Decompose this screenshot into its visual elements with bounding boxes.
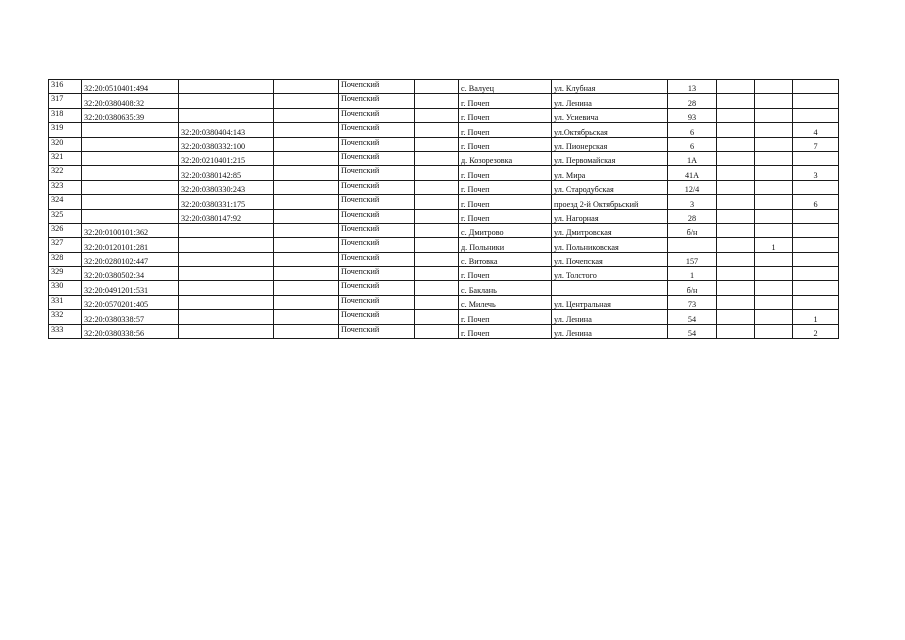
cadastral-number-cell — [82, 137, 179, 151]
building-cell — [755, 223, 793, 237]
house-number-cell: 28 — [668, 209, 717, 223]
district-cell: Почепский — [339, 324, 415, 338]
street-cell: проезд 2-й Октябрьский — [552, 195, 668, 209]
building-cell — [755, 267, 793, 281]
building-cell — [755, 123, 793, 137]
street-cell: ул. Нагорная — [552, 209, 668, 223]
row-number: 329 — [49, 267, 82, 281]
house-number-cell: б/н — [668, 281, 717, 295]
row-number: 319 — [49, 123, 82, 137]
building-cell — [755, 94, 793, 108]
street-cell: ул. Пионерская — [552, 137, 668, 151]
house-number-cell: б/н — [668, 223, 717, 237]
house-number-cell: 41А — [668, 166, 717, 180]
row-number: 330 — [49, 281, 82, 295]
row-number: 323 — [49, 180, 82, 194]
district-cell: Почепский — [339, 267, 415, 281]
table-row — [49, 252, 839, 266]
cadastral-number-cell: 32:20:0570201:405 — [82, 295, 179, 309]
empty-cell — [274, 166, 339, 180]
district-cell: Почепский — [339, 94, 415, 108]
empty-cell — [274, 310, 339, 324]
empty-cell — [274, 137, 339, 151]
street-cell: ул. Усиевича — [552, 108, 668, 122]
empty-cell — [717, 180, 755, 194]
settlement-cell: г. Почеп — [459, 123, 552, 137]
registry-table-body — [49, 80, 839, 339]
apartment-cell: 6 — [793, 195, 839, 209]
street-cell: ул. Ленина — [552, 310, 668, 324]
table-row — [49, 166, 839, 180]
street-cell: ул. Клубная — [552, 80, 668, 94]
apartment-cell — [793, 209, 839, 223]
cadastral-number-cell — [82, 151, 179, 165]
district-cell: Почепский — [339, 310, 415, 324]
street-cell: ул. Мира — [552, 166, 668, 180]
empty-cell — [274, 295, 339, 309]
empty-cell — [717, 238, 755, 252]
apartment-cell: 3 — [793, 166, 839, 180]
cadastral-number-alt-cell — [179, 267, 274, 281]
empty-cell — [274, 108, 339, 122]
empty-cell — [415, 137, 459, 151]
row-number: 316 — [49, 80, 82, 94]
empty-cell — [274, 281, 339, 295]
street-cell: ул. Дмитровская — [552, 223, 668, 237]
empty-cell — [274, 123, 339, 137]
apartment-cell — [793, 252, 839, 266]
table-row — [49, 310, 839, 324]
street-cell — [552, 281, 668, 295]
empty-cell — [717, 108, 755, 122]
empty-cell — [415, 94, 459, 108]
empty-cell — [415, 108, 459, 122]
empty-cell — [274, 324, 339, 338]
empty-cell — [415, 281, 459, 295]
apartment-cell — [793, 94, 839, 108]
building-cell — [755, 209, 793, 223]
empty-cell — [415, 209, 459, 223]
empty-cell — [274, 209, 339, 223]
house-number-cell: 28 — [668, 94, 717, 108]
cadastral-number-cell: 32:20:0491201:531 — [82, 281, 179, 295]
settlement-cell: с. Валуец — [459, 80, 552, 94]
registry-table — [48, 79, 839, 339]
cadastral-number-alt-cell — [179, 80, 274, 94]
house-number-cell: 54 — [668, 310, 717, 324]
street-cell: ул.Октябрьская — [552, 123, 668, 137]
empty-cell — [415, 166, 459, 180]
empty-cell — [717, 295, 755, 309]
settlement-cell: с. Витовка — [459, 252, 552, 266]
table-row — [49, 324, 839, 338]
row-number: 320 — [49, 137, 82, 151]
empty-cell — [717, 137, 755, 151]
empty-cell — [717, 80, 755, 94]
cadastral-number-cell — [82, 180, 179, 194]
house-number-cell: 1А — [668, 151, 717, 165]
table-row — [49, 137, 839, 151]
table-row — [49, 295, 839, 309]
empty-cell — [415, 80, 459, 94]
building-cell: 1 — [755, 238, 793, 252]
table-row — [49, 267, 839, 281]
building-cell — [755, 180, 793, 194]
table-row — [49, 123, 839, 137]
empty-cell — [717, 123, 755, 137]
apartment-cell: 1 — [793, 310, 839, 324]
building-cell — [755, 281, 793, 295]
row-number: 332 — [49, 310, 82, 324]
district-cell: Почепский — [339, 108, 415, 122]
empty-cell — [274, 252, 339, 266]
district-cell: Почепский — [339, 295, 415, 309]
apartment-cell — [793, 108, 839, 122]
apartment-cell — [793, 281, 839, 295]
empty-cell — [717, 151, 755, 165]
house-number-cell: 157 — [668, 252, 717, 266]
street-cell: ул. Стародубская — [552, 180, 668, 194]
district-cell: Почепский — [339, 281, 415, 295]
empty-cell — [415, 180, 459, 194]
cadastral-number-cell: 32:20:0380338:57 — [82, 310, 179, 324]
apartment-cell — [793, 295, 839, 309]
house-number-cell: 3 — [668, 195, 717, 209]
building-cell — [755, 324, 793, 338]
cadastral-number-cell — [82, 195, 179, 209]
cadastral-number-cell: 32:20:0510401:494 — [82, 80, 179, 94]
district-cell: Почепский — [339, 209, 415, 223]
empty-cell — [415, 252, 459, 266]
house-number-cell: 93 — [668, 108, 717, 122]
empty-cell — [274, 267, 339, 281]
street-cell: ул. Центральная — [552, 295, 668, 309]
apartment-cell — [793, 223, 839, 237]
district-cell: Почепский — [339, 151, 415, 165]
cadastral-number-cell: 32:20:0380338:56 — [82, 324, 179, 338]
street-cell: ул. Толстого — [552, 267, 668, 281]
settlement-cell: г. Почеп — [459, 267, 552, 281]
empty-cell — [415, 223, 459, 237]
district-cell: Почепский — [339, 80, 415, 94]
apartment-cell — [793, 151, 839, 165]
empty-cell — [717, 310, 755, 324]
empty-cell — [717, 195, 755, 209]
cadastral-number-cell — [82, 209, 179, 223]
building-cell — [755, 80, 793, 94]
row-number: 331 — [49, 295, 82, 309]
empty-cell — [717, 267, 755, 281]
empty-cell — [717, 281, 755, 295]
empty-cell — [274, 195, 339, 209]
building-cell — [755, 252, 793, 266]
settlement-cell: г. Почеп — [459, 166, 552, 180]
settlement-cell: г. Почеп — [459, 180, 552, 194]
row-number: 326 — [49, 223, 82, 237]
empty-cell — [415, 324, 459, 338]
building-cell — [755, 195, 793, 209]
empty-cell — [415, 195, 459, 209]
table-row — [49, 195, 839, 209]
building-cell — [755, 108, 793, 122]
street-cell: ул. Ленина — [552, 94, 668, 108]
house-number-cell: 12/4 — [668, 180, 717, 194]
empty-cell — [415, 310, 459, 324]
district-cell: Почепский — [339, 252, 415, 266]
empty-cell — [415, 238, 459, 252]
empty-cell — [717, 166, 755, 180]
empty-cell — [717, 223, 755, 237]
settlement-cell: г. Почеп — [459, 94, 552, 108]
cadastral-number-cell: 32:20:0120101:281 — [82, 238, 179, 252]
empty-cell — [415, 295, 459, 309]
cadastral-number-cell: 32:20:0380635:39 — [82, 108, 179, 122]
street-cell: ул. Первомайская — [552, 151, 668, 165]
cadastral-number-alt-cell: 32:20:0380142:85 — [179, 166, 274, 180]
district-cell: Почепский — [339, 195, 415, 209]
house-number-cell: 6 — [668, 123, 717, 137]
apartment-cell: 7 — [793, 137, 839, 151]
table-row — [49, 223, 839, 237]
row-number: 321 — [49, 151, 82, 165]
row-number: 333 — [49, 324, 82, 338]
table-row — [49, 238, 839, 252]
table-row — [49, 80, 839, 94]
empty-cell — [415, 267, 459, 281]
cadastral-number-alt-cell: 32:20:0380332:100 — [179, 137, 274, 151]
table-row — [49, 151, 839, 165]
house-number-cell: 13 — [668, 80, 717, 94]
settlement-cell: г. Почеп — [459, 108, 552, 122]
cadastral-number-alt-cell — [179, 252, 274, 266]
street-cell: ул. Польниковская — [552, 238, 668, 252]
row-number: 328 — [49, 252, 82, 266]
empty-cell — [717, 324, 755, 338]
row-number: 324 — [49, 195, 82, 209]
row-number: 327 — [49, 238, 82, 252]
cadastral-number-alt-cell: 32:20:0380147:92 — [179, 209, 274, 223]
building-cell — [755, 310, 793, 324]
building-cell — [755, 166, 793, 180]
settlement-cell: с. Милечь — [459, 295, 552, 309]
cadastral-number-alt-cell — [179, 238, 274, 252]
settlement-cell: г. Почеп — [459, 195, 552, 209]
apartment-cell: 2 — [793, 324, 839, 338]
house-number-cell — [668, 238, 717, 252]
cadastral-number-cell: 32:20:0100101:362 — [82, 223, 179, 237]
cadastral-number-alt-cell: 32:20:0210401:215 — [179, 151, 274, 165]
street-cell: ул. Ленина — [552, 324, 668, 338]
house-number-cell: 1 — [668, 267, 717, 281]
apartment-cell — [793, 267, 839, 281]
cadastral-number-alt-cell — [179, 94, 274, 108]
empty-cell — [717, 209, 755, 223]
settlement-cell: г. Почеп — [459, 209, 552, 223]
district-cell: Почепский — [339, 180, 415, 194]
empty-cell — [415, 151, 459, 165]
house-number-cell: 6 — [668, 137, 717, 151]
empty-cell — [274, 238, 339, 252]
house-number-cell: 54 — [668, 324, 717, 338]
cadastral-number-alt-cell — [179, 108, 274, 122]
table-row — [49, 108, 839, 122]
apartment-cell: 4 — [793, 123, 839, 137]
cadastral-number-cell — [82, 166, 179, 180]
cadastral-number-alt-cell — [179, 281, 274, 295]
table-row — [49, 209, 839, 223]
row-number: 325 — [49, 209, 82, 223]
row-number: 318 — [49, 108, 82, 122]
street-cell: ул. Почепская — [552, 252, 668, 266]
table-row — [49, 180, 839, 194]
settlement-cell: с. Дмитрово — [459, 223, 552, 237]
settlement-cell: д. Козорезовка — [459, 151, 552, 165]
table-row — [49, 94, 839, 108]
cadastral-number-cell: 32:20:0280102:447 — [82, 252, 179, 266]
cadastral-number-alt-cell — [179, 223, 274, 237]
settlement-cell: г. Почеп — [459, 310, 552, 324]
empty-cell — [415, 123, 459, 137]
cadastral-number-alt-cell: 32:20:0380404:143 — [179, 123, 274, 137]
cadastral-number-cell — [82, 123, 179, 137]
cadastral-number-alt-cell — [179, 310, 274, 324]
district-cell: Почепский — [339, 238, 415, 252]
building-cell — [755, 295, 793, 309]
district-cell: Почепский — [339, 123, 415, 137]
cadastral-number-cell: 32:20:0380408:32 — [82, 94, 179, 108]
district-cell: Почепский — [339, 223, 415, 237]
cadastral-number-alt-cell: 32:20:0380331:175 — [179, 195, 274, 209]
empty-cell — [717, 94, 755, 108]
settlement-cell: г. Почеп — [459, 324, 552, 338]
district-cell: Почепский — [339, 166, 415, 180]
district-cell: Почепский — [339, 137, 415, 151]
table-row — [49, 281, 839, 295]
cadastral-number-alt-cell — [179, 295, 274, 309]
empty-cell — [717, 252, 755, 266]
row-number: 317 — [49, 94, 82, 108]
empty-cell — [274, 223, 339, 237]
empty-cell — [274, 151, 339, 165]
row-number: 322 — [49, 166, 82, 180]
cadastral-number-alt-cell — [179, 324, 274, 338]
apartment-cell — [793, 80, 839, 94]
empty-cell — [274, 94, 339, 108]
building-cell — [755, 151, 793, 165]
empty-cell — [274, 80, 339, 94]
cadastral-number-alt-cell: 32:20:0380330:243 — [179, 180, 274, 194]
cadastral-number-cell: 32:20:0380502:34 — [82, 267, 179, 281]
settlement-cell: д. Польники — [459, 238, 552, 252]
empty-cell — [274, 180, 339, 194]
building-cell — [755, 137, 793, 151]
settlement-cell: с. Баклань — [459, 281, 552, 295]
apartment-cell — [793, 238, 839, 252]
settlement-cell: г. Почеп — [459, 137, 552, 151]
house-number-cell: 73 — [668, 295, 717, 309]
apartment-cell — [793, 180, 839, 194]
